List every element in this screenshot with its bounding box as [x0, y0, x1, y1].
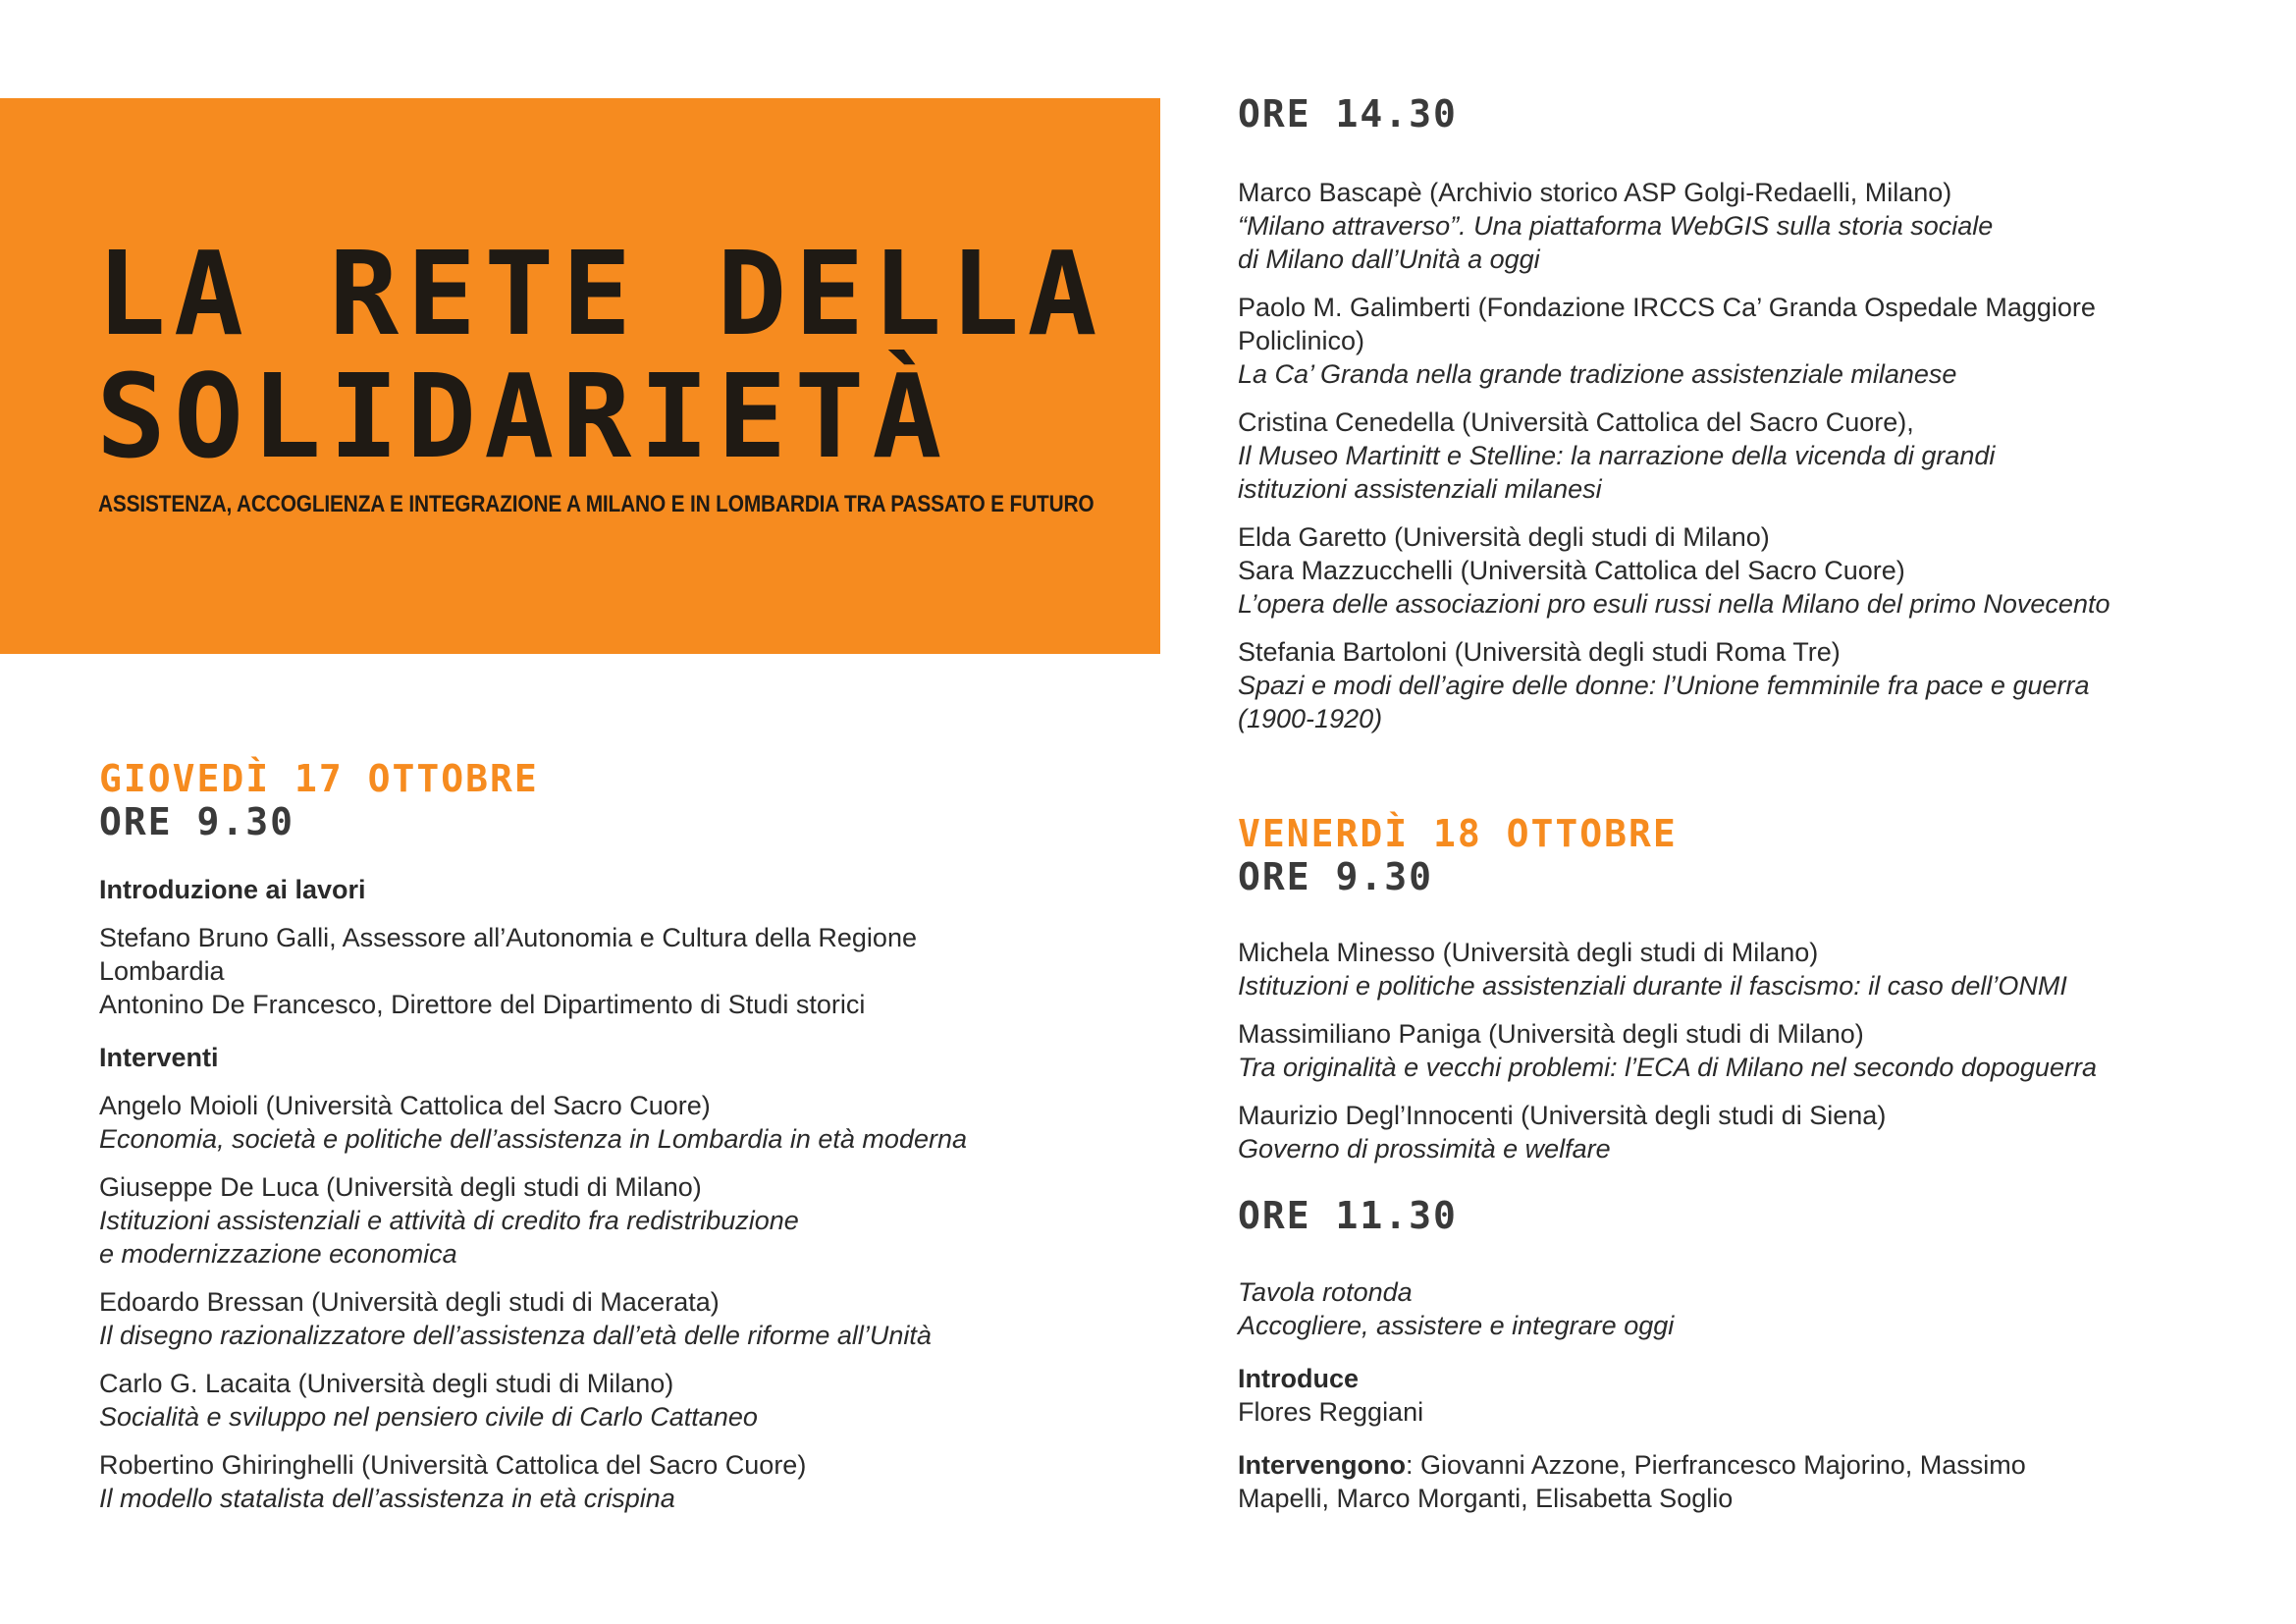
talk-title: Il Museo Martinitt e Stelline: la narrazione della vicenda di grandi [1238, 440, 1996, 470]
talk-title: (1900-1920) [1238, 703, 1383, 733]
speakers-label: Intervengono [1238, 1450, 1407, 1481]
talk-title: Tra originalità e vecchi problemi: l’ECA di Milano nel secondo dopoguerra [1238, 1053, 2097, 1083]
talk-item [1238, 176, 2259, 276]
day1-date-heading: GIOVEDÌ 17 OTTOBRE [99, 757, 539, 800]
talk-speaker: Massimiliano Paniga (Università degli studi di Milano) [1238, 1019, 1864, 1050]
afternoon-time-heading: ORE 14.30 [1238, 92, 1458, 135]
talks-heading: Interventi [99, 1043, 219, 1073]
talk-item [1238, 406, 2259, 506]
day2-time-heading: ORE 9.30 [1238, 854, 1434, 898]
intro-line: Antonino De Francesco, Direttore del Dipartimento di Studi storici [99, 990, 866, 1020]
talk-title: Economia, società e politiche dell’assistenza in Lombardia in età moderna [99, 1124, 967, 1155]
talk-title: “Milano attraverso”. Una piattaforma WebGIS sulla storia sociale [1238, 210, 1994, 241]
intro-heading: Introduzione ai lavori [99, 875, 366, 905]
day1-time-heading: ORE 9.30 [99, 799, 295, 843]
roundtable-block [1238, 1275, 2259, 1342]
main-subtitle: ASSISTENZA, ACCOGLIENZA E INTEGRAZIONE A MILANO E IN LOMBARDIA TRA PASSATO E FUTURO [98, 491, 1095, 517]
talk-speaker: Cristina Cenedella (Università Cattolica del Sacro Cuore), [1238, 406, 1914, 437]
intro-block [99, 921, 1100, 1021]
intro-line: Lombardia [99, 956, 225, 987]
talk-speaker: Policlinico) [1238, 325, 1365, 355]
talk-speaker: Paolo M. Galimberti (Fondazione IRCCS Ca’ Granda Ospedale Maggiore [1238, 292, 2096, 322]
talk-speaker: Angelo Moioli (Università Cattolica del Sacro Cuore) [99, 1091, 711, 1121]
talk-speaker: Sara Mazzucchelli (Università Cattolica del Sacro Cuore) [1238, 555, 1905, 585]
talk-title: Governo di prossimità e welfare [1238, 1134, 1611, 1164]
talk-item [1238, 291, 2259, 391]
main-title-line-2: SOLIDARIETÀ [96, 349, 950, 484]
talk-speaker: Marco Bascapè (Archivio storico ASP Golgi-Redaelli, Milano) [1238, 177, 1952, 207]
talk-speaker: Maurizio Degl’Innocenti (Università degli studi di Siena) [1238, 1101, 1887, 1131]
speakers-block [1238, 1448, 2259, 1515]
talk-item [1238, 936, 2259, 1002]
talk-title: Istituzioni assistenziali e attività di credito fra redistribuzione [99, 1206, 799, 1236]
talk-speaker: Edoardo Bressan (Università degli studi di Macerata) [99, 1287, 720, 1318]
day2-section [1238, 813, 2259, 1515]
speakers-list: : Giovanni Azzone, Pierfrancesco Majorino, Massimo [1406, 1450, 2026, 1481]
talk-item [1238, 1099, 2259, 1165]
roundtable-label: Tavola rotonda [1238, 1277, 1413, 1308]
talk-title: e modernizzazione economica [99, 1239, 457, 1270]
introduce-block [1238, 1362, 2259, 1429]
talk-title: Spazi e modi dell’agire delle donne: l’Unione femminile fra pace e guerra [1238, 670, 2090, 700]
talk-speaker: Robertino Ghiringhelli (Università Cattolica del Sacro Cuore) [99, 1450, 807, 1481]
talk-title: Istituzioni e politiche assistenziali durante il fascismo: il caso dell’ONMI [1238, 971, 2067, 1001]
roundtable-title: Accogliere, assistere e integrare oggi [1238, 1311, 1675, 1341]
introduce-label: Introduce [1238, 1364, 1360, 1394]
main-title-line-1: LA RETE DELLA [96, 226, 1105, 361]
talk-item [1238, 1017, 2259, 1084]
talk-item [99, 1089, 1100, 1156]
talk-speaker: Elda Garetto (Università degli studi di Milano) [1238, 521, 1770, 552]
day2-date-heading: VENERDÌ 18 OTTOBRE [1238, 812, 1678, 855]
talk-item [1238, 635, 2259, 735]
talk-title: L’opera delle associazioni pro esuli russi nella Milano del primo Novecento [1238, 588, 2110, 619]
afternoon-section [1238, 93, 2259, 735]
introduce-name: Flores Reggiani [1238, 1397, 1424, 1428]
talk-item [99, 1285, 1100, 1352]
talk-item [99, 1170, 1100, 1271]
day1-section [99, 758, 1100, 1515]
talk-title: La Ca’ Granda nella grande tradizione assistenziale milanese [1238, 358, 1957, 389]
talk-speaker: Stefania Bartoloni (Università degli studi Roma Tre) [1238, 636, 1841, 667]
talk-title: Il modello statalista dell’assistenza in età crispina [99, 1484, 675, 1514]
talk-item [1238, 520, 2259, 621]
talk-item [99, 1367, 1100, 1434]
talk-item [99, 1448, 1100, 1515]
speakers-list: Mapelli, Marco Morganti, Elisabetta Soglio [1238, 1484, 1734, 1514]
intro-line: Stefano Bruno Galli, Assessore all’Autonomia e Cultura della Regione [99, 923, 917, 953]
roundtable-time-heading: ORE 11.30 [1238, 1194, 1458, 1238]
talk-title: Il disegno razionalizzatore dell’assistenza dall’età delle riforme all’Unità [99, 1321, 932, 1351]
talk-speaker: Carlo G. Lacaita (Università degli studi di Milano) [99, 1369, 674, 1399]
talk-title: di Milano dall’Unità a oggi [1238, 244, 1540, 274]
talk-title: Socialità e sviluppo nel pensiero civile di Carlo Cattaneo [99, 1402, 758, 1433]
talk-speaker: Giuseppe De Luca (Università degli studi di Milano) [99, 1172, 702, 1203]
talk-title: istituzioni assistenziali milanesi [1238, 473, 1602, 504]
talk-speaker: Michela Minesso (Università degli studi di Milano) [1238, 938, 1819, 968]
